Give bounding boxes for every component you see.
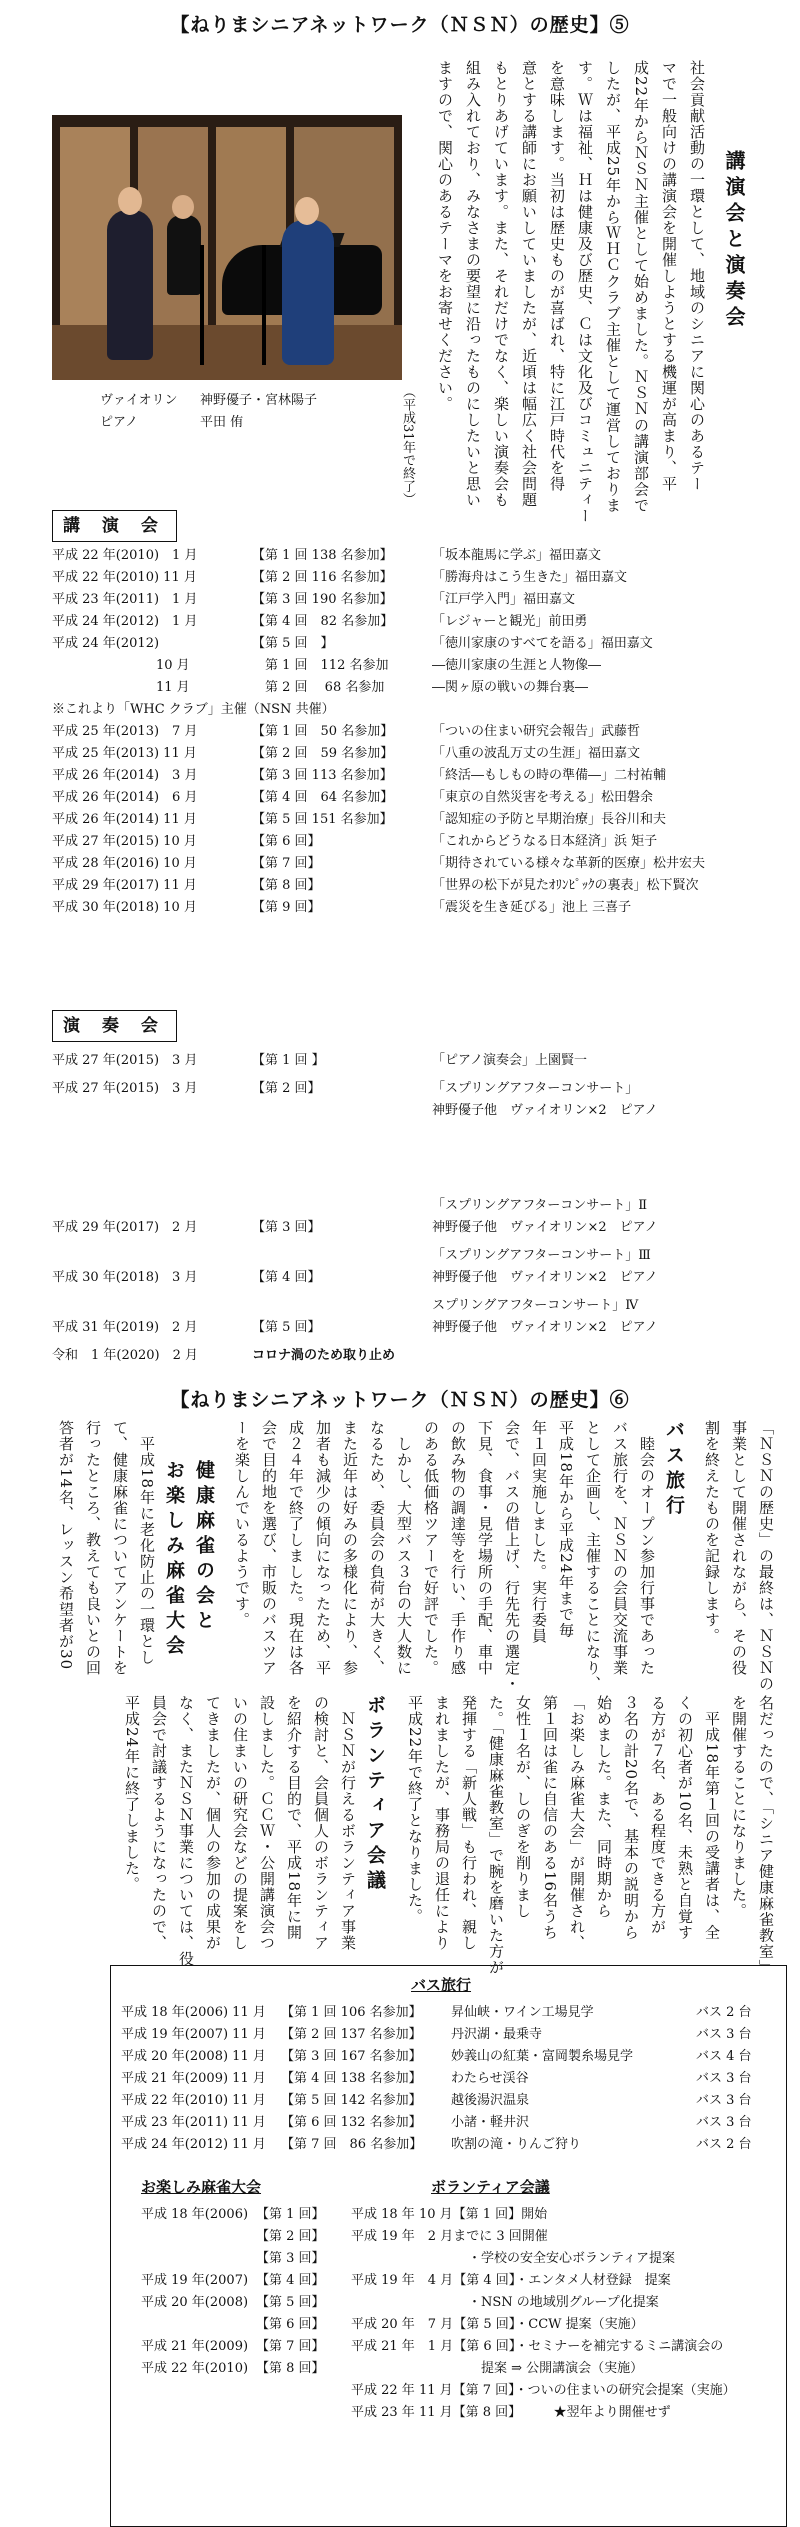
mahjong-num: 【第 7 回】 bbox=[256, 2339, 325, 2354]
text-column: 始めました。また、同時期から bbox=[595, 1695, 613, 1919]
volunteer-row bbox=[351, 2204, 781, 2226]
text-column: を紹介する目的で、平成18年に開 bbox=[285, 1695, 303, 1941]
bus-num: 【第 7 回 86 名参加】 bbox=[281, 2137, 423, 2152]
section6-body bbox=[57, 1420, 780, 1976]
lecture-num: 【第 6 回】 bbox=[252, 834, 321, 849]
bus-date: 平成 24 年(2012) 11 月 bbox=[121, 2137, 266, 2152]
lecture-row bbox=[52, 787, 782, 809]
lecture-date: 平成 23 年(2011) 1 月 bbox=[52, 592, 198, 607]
bus-buses: バス 4 台 bbox=[696, 2049, 752, 2064]
lecture-title: ―関ヶ原の戦いの舞台裏― bbox=[432, 680, 589, 695]
mahjong-date: 平成 18 年(2006) bbox=[141, 2207, 249, 2222]
lecture-row bbox=[52, 589, 782, 611]
lecture-title: 「坂本龍馬に学ぶ」福田嘉文 bbox=[432, 548, 602, 563]
lecture-row bbox=[52, 875, 782, 897]
lecture-row bbox=[52, 699, 782, 721]
text-column: 平成18年から平成24年まで毎 bbox=[557, 1420, 575, 1639]
text-column: 発揮する「新人戦」も行われ、親し bbox=[460, 1695, 478, 1951]
lecture-row bbox=[52, 567, 782, 589]
text-column: 平成18年第１回の受講者は、全 bbox=[703, 1695, 721, 1941]
lecture-title: 「期待されている様々な革新的医療」松井宏夫 bbox=[432, 856, 706, 871]
lecture-date: 平成 28 年(2016) 10 月 bbox=[52, 856, 197, 871]
concert-row-cancelled: 令和 1 年(2020) 2 月 コロナ渦のため取り止め bbox=[52, 1348, 396, 1363]
lecture-num: 【第 9 回】 bbox=[252, 900, 321, 915]
text-column: 平成18年に老化防止の一環とし bbox=[138, 1420, 156, 1666]
text-column: 事業として開催されながら、その役 bbox=[730, 1420, 748, 1676]
lecture-title: 「八重の波乱万丈の生涯」福田嘉文 bbox=[432, 746, 641, 761]
mahjong-row bbox=[141, 2314, 361, 2336]
lecture-date: 平成 24 年(2012) 1 月 bbox=[52, 614, 198, 629]
lecture-title: 「徳川家康のすべてを語る」福田嘉文 bbox=[432, 636, 653, 651]
bus-row bbox=[121, 2134, 781, 2156]
section5-body: 社会貢献活動の一環として、地域のシニアに関心のあるテー マで一般向けの講演会を開催しようとする機運が高まり、平 成22年からＮＳＮ主催として始めました。ＮＳＮの講演部会で したが、平成25年からＷＨＣクラブ主催として運営しておりま す。Ｗは福祉、Ｈは健康及び歴史、Ｃは文化及びコミュニティー を意味します。当初は歴史ものが喜ばれ、特に江戸時代を得 意とする講師にお願いしていましたが、近頃は幅広く社会問題 もとりあげています。また、それだけでなく、楽しい演奏会も 組み入れており、みなさまの要望に沿ったものにしたいと思い ますので、関心のあるテーマをお寄せください。 bbox=[436, 60, 706, 524]
volunteer-row bbox=[351, 2380, 781, 2402]
lecture-num: 【第 4 回 64 名参加】 bbox=[252, 790, 394, 805]
lecture-title: 「勝海舟はこう生きた」福田嘉文 bbox=[432, 570, 628, 585]
lecture-date: 11 月 bbox=[52, 680, 190, 695]
lecture-row bbox=[52, 633, 782, 655]
concert-photo bbox=[52, 115, 402, 380]
bus-dest: わたらせ渓谷 bbox=[451, 2071, 529, 2086]
lecture-date: 10 月 bbox=[52, 658, 190, 673]
lectures-label: 講 演 会 bbox=[52, 510, 177, 542]
text-column: 年１回実施しました。実行委員 bbox=[530, 1420, 548, 1644]
lecture-row bbox=[52, 831, 782, 853]
column-heading: ボランティア会議 bbox=[364, 1695, 386, 1895]
bus-dest: 丹沢湖・最乗寺 bbox=[451, 2027, 543, 2042]
text-column: を開催することになりました。 bbox=[730, 1695, 748, 1919]
volunteer-title: ボランティア会議 bbox=[431, 2178, 550, 2196]
volunteer-row bbox=[351, 2292, 781, 2314]
mahjong-num: 【第 6 回】 bbox=[256, 2317, 325, 2332]
mahjong-num: 【第 3 回】 bbox=[256, 2251, 325, 2266]
end-note: （平成31年で終了） bbox=[400, 385, 415, 506]
mahjong-row bbox=[141, 2292, 361, 2314]
lecture-row bbox=[52, 655, 782, 677]
lecture-date: 平成 29 年(2017) 11 月 bbox=[52, 878, 197, 893]
bus-dest: 越後湯沢温泉 bbox=[451, 2093, 530, 2108]
bus-num: 【第 1 回 106 名参加】 bbox=[281, 2005, 422, 2020]
bus-dest: 昇仙峡・ワイン工場見学 bbox=[451, 2005, 594, 2020]
text-column: る方が７名、ある程度できる方が bbox=[649, 1695, 667, 1935]
lecture-row bbox=[52, 765, 782, 787]
volunteer-row bbox=[351, 2270, 781, 2292]
lecture-num: 【第 3 回 190 名参加】 bbox=[252, 592, 393, 607]
lecture-row bbox=[52, 897, 782, 919]
text-column: 第１回は雀に自信のある16名うち bbox=[541, 1695, 559, 1941]
lecture-title: 「震災を生き延びる」池上 三喜子 bbox=[432, 900, 632, 915]
bus-num: 【第 2 回 137 名参加】 bbox=[281, 2027, 422, 2042]
text-column: また近年は好みの多様化により、参 bbox=[341, 1420, 359, 1676]
text-column: 成２４年で終了しました。現在は各 bbox=[287, 1420, 305, 1676]
bus-row bbox=[121, 2046, 781, 2068]
text-column: 会で、バスの借上げ、行先先の選定・ bbox=[503, 1420, 521, 1692]
bus-list bbox=[121, 2002, 781, 2156]
concert-row: 平成 29 年(2017) 2 月 【第 3 回】 神野優子他 ヴァイオリン×2 ピアノ bbox=[52, 1220, 658, 1235]
text-column: の検討と、会員個人のボランティア bbox=[312, 1695, 330, 1951]
mahjong-date: 平成 22 年(2010) bbox=[141, 2361, 249, 2376]
text-column: 員会で討議するようになったので、 bbox=[150, 1695, 168, 1951]
concerts-label: 演 奏 会 bbox=[52, 1010, 177, 1042]
text-column: て、健康麻雀についてアンケートを bbox=[111, 1420, 129, 1676]
photo-caption: ヴァイオリン 神野優子・宮林陽子 ピアノ 平田 侑 bbox=[100, 393, 318, 430]
bus-num: 【第 4 回 138 名参加】 bbox=[281, 2071, 422, 2086]
concert-row: 平成 30 年(2018) 3 月 【第 4 回】 神野優子他 ヴァイオリン×2 ピアノ bbox=[52, 1270, 658, 1285]
volunteer-row bbox=[351, 2402, 781, 2424]
lecture-date: 平成 22 年(2010) 1 月 bbox=[52, 548, 198, 563]
lecture-row bbox=[52, 677, 782, 699]
lecture-date: 平成 25 年(2013) 7 月 bbox=[52, 724, 198, 739]
text-column: として企画し、主催することになり、 bbox=[584, 1420, 602, 1692]
text-column: ３名の計20名で、基本の説明から bbox=[622, 1695, 640, 1941]
concerts-list: 平成 27 年(2015) 3 月 【第 1 回 】 「ピアノ演奏会」上園賢一 平成 27 年(2015) 3 月 【第 2 回】 「スプリングアフターコンサート」 神野優子他 ヴァイオリン×2 ピアノ 「スプリングアフターコンサート」Ⅱ 平成 29 年(2017) 2 月 【第 3 回】 神野優子他 ヴァイオリン×2 ピアノ 「スプリングアフターコンサート」Ⅲ 平成 30 年(2018) 3 月 【第 4 回】 神野優子他 ヴァイオリン×2 ピアノ スプリングアフターコンサート」Ⅳ 平成 31 年(2019) 2 月 【第 5 回】 神野優子他 ヴァイオリン×2 ピアノ bbox=[52, 1050, 782, 1350]
volunteer-row bbox=[351, 2314, 781, 2336]
lecture-date: 平成 26 年(2014) 11 月 bbox=[52, 812, 197, 827]
bus-num: 【第 3 回 167 名参加】 bbox=[281, 2049, 422, 2064]
bus-num: 【第 6 回 132 名参加】 bbox=[281, 2115, 422, 2130]
bus-buses: バス 3 台 bbox=[696, 2071, 752, 2086]
lectures-list bbox=[52, 545, 782, 919]
lecture-num: 第 1 回 112 名参加 bbox=[252, 658, 389, 673]
text-column: しかし、大型バス３台の大人数に bbox=[395, 1420, 413, 1676]
text-column: 設しました。ＣＣＷ・公開講演会つ bbox=[258, 1695, 276, 1951]
lecture-date: 平成 22 年(2010) 11 月 bbox=[52, 570, 197, 585]
volunteer-list bbox=[351, 2204, 781, 2424]
lecture-num: 【第 3 回 113 名参加】 bbox=[252, 768, 393, 783]
lecture-num: 【第 7 回】 bbox=[252, 856, 321, 871]
concert-row: 平成 27 年(2015) 3 月 【第 1 回 】 「ピアノ演奏会」上園賢一 bbox=[52, 1053, 587, 1068]
text-column: てきましたが、個人の参加の成果が bbox=[204, 1695, 222, 1951]
text-column: 加者も減少の傾向になったため、平 bbox=[314, 1420, 332, 1676]
lecture-num: 第 2 回 68 名参加 bbox=[252, 680, 385, 695]
bus-date: 平成 22 年(2010) 11 月 bbox=[121, 2093, 266, 2108]
volunteer-row bbox=[351, 2358, 781, 2380]
lecture-row bbox=[52, 743, 782, 765]
volunteer-row bbox=[351, 2226, 781, 2248]
bus-buses: バス 2 台 bbox=[696, 2005, 752, 2020]
text-column: くの初心者が10名、未熟と自覚す bbox=[676, 1695, 694, 1941]
concert-row: 平成 31 年(2019) 2 月 【第 5 回】 神野優子他 ヴァイオリン×2 ピアノ bbox=[52, 1320, 658, 1335]
lecture-title: 「認知症の予防と早期治療」長谷川和夫 bbox=[432, 812, 667, 827]
bus-row bbox=[121, 2002, 781, 2024]
bus-date: 平成 23 年(2011) 11 月 bbox=[121, 2115, 266, 2130]
mahjong-title: お楽しみ麻雀大会 bbox=[141, 2178, 262, 2196]
text-column: なるため、委員会の負荷が大きく、 bbox=[368, 1420, 386, 1676]
volunteer-text: 平成 21 年 1 月【第 6 回】・セミナーを補完するミニ講演会の bbox=[351, 2339, 724, 2354]
bus-date: 平成 19 年(2007) 11 月 bbox=[121, 2027, 266, 2042]
lecture-title: 「これからどうなる日本経済」浜 矩子 bbox=[432, 834, 658, 849]
volunteer-text: ・NSN の地域別グループ化提案 bbox=[351, 2295, 659, 2310]
lecture-row bbox=[52, 545, 782, 567]
text-column: ーを楽しんでいるようです。 bbox=[233, 1420, 251, 1628]
text-column: 「お楽しみ麻雀大会」が開催され、 bbox=[568, 1695, 586, 1951]
volunteer-text: 平成 22 年 11 月【第 7 回】・ついの住まいの研究会提案（実施） bbox=[351, 2383, 736, 2398]
summary-box bbox=[110, 1965, 787, 2527]
bus-dest: 吹割の滝・りんご狩り bbox=[451, 2137, 582, 2152]
lecture-num: 【第 5 回 151 名参加】 bbox=[252, 812, 393, 827]
lecture-title: 「レジャーと観光」前田勇 bbox=[432, 614, 588, 629]
bus-row bbox=[121, 2090, 781, 2112]
lecture-date: 平成 30 年(2018) 10 月 bbox=[52, 900, 197, 915]
text-column: 「ＮＳＮの歴史」の最終は、ＮＳＮの bbox=[757, 1420, 775, 1692]
volunteer-text: 平成 19 年 2 月までに 3 回開催 bbox=[351, 2229, 548, 2244]
lecture-date: 平成 26 年(2014) 6 月 bbox=[52, 790, 198, 805]
volunteer-text: 平成 20 年 7 月【第 5 回】・CCW 提案（実施） bbox=[351, 2317, 644, 2332]
bus-date: 平成 20 年(2008) 11 月 bbox=[121, 2049, 266, 2064]
text-column: まれましたが、事務局の退任により bbox=[433, 1695, 451, 1951]
mahjong-row bbox=[141, 2336, 361, 2358]
column-heading: バス旅行 bbox=[663, 1420, 685, 1520]
text-column: バス旅行を、ＮＳＮの会員交流事業 bbox=[611, 1420, 629, 1676]
mahjong-num: 【第 8 回】 bbox=[256, 2361, 325, 2376]
mahjong-date: 平成 20 年(2008) bbox=[141, 2295, 249, 2310]
text-column: 女性１名が、しのぎを削りまし bbox=[514, 1695, 532, 1919]
volunteer-row bbox=[351, 2336, 781, 2358]
bus-title: バス旅行 bbox=[411, 1976, 472, 1994]
volunteer-text: 平成 18 年 10 月【第 1 回】開始 bbox=[351, 2207, 548, 2222]
text-column: 睦会のオープン参加行事であった bbox=[638, 1420, 656, 1676]
lecture-date: ※これより「WHC クラブ」主催（NSN 共催） bbox=[52, 702, 335, 717]
text-column: いの住まいの研究会などの提案をし bbox=[231, 1695, 249, 1951]
bus-row bbox=[121, 2068, 781, 2090]
lecture-date: 平成 26 年(2014) 3 月 bbox=[52, 768, 198, 783]
section5-title: 【ねりまシニアネットワーク（ＮＳＮ）の歴史】⑤ bbox=[170, 14, 630, 36]
lecture-date: 平成 25 年(2013) 11 月 bbox=[52, 746, 197, 761]
mahjong-date: 平成 21 年(2009) bbox=[141, 2339, 249, 2354]
lecture-num: 【第 1 回 50 名参加】 bbox=[252, 724, 394, 739]
text-column: 下見、食事・見学場所の手配、車中 bbox=[476, 1420, 494, 1676]
bus-buses: バス 3 台 bbox=[696, 2115, 752, 2130]
volunteer-row bbox=[351, 2248, 781, 2270]
text-column: 平成24年に終了しました。 bbox=[123, 1695, 141, 1893]
bus-row bbox=[121, 2024, 781, 2046]
bus-num: 【第 5 回 142 名参加】 bbox=[281, 2093, 422, 2108]
bus-date: 平成 21 年(2009) 11 月 bbox=[121, 2071, 266, 2086]
volunteer-text: 提案 ⇒ 公開講演会（実施） bbox=[351, 2361, 644, 2376]
lecture-title: ―徳川家康の生涯と人物像― bbox=[432, 658, 602, 673]
lecture-row bbox=[52, 853, 782, 875]
bus-dest: 妙義山の紅葉・富岡製糸場見学 bbox=[451, 2049, 634, 2064]
lecture-num: 【第 5 回 】 bbox=[252, 636, 334, 651]
text-column: なく、またＮＳＮ事業については、役 bbox=[177, 1695, 195, 1967]
lecture-date: 平成 27 年(2015) 10 月 bbox=[52, 834, 197, 849]
mahjong-num: 【第 2 回】 bbox=[256, 2229, 325, 2244]
text-column: ＮＳＮが行えるボランティア事業 bbox=[339, 1695, 357, 1951]
lecture-title: 「江戸学入門」福田嘉文 bbox=[432, 592, 576, 607]
lecture-title: 「ついの住まい研究会報告」武藤哲 bbox=[432, 724, 641, 739]
mahjong-row bbox=[141, 2358, 361, 2380]
volunteer-text: 平成 23 年 11 月【第 8 回】 ★翌年より開催せず bbox=[351, 2405, 671, 2420]
lecture-num: 【第 8 回】 bbox=[252, 878, 321, 893]
mahjong-num: 【第 1 回】 bbox=[256, 2207, 325, 2222]
bus-date: 平成 18 年(2006) 11 月 bbox=[121, 2005, 266, 2020]
volunteer-text: ・学校の安全安心ボランティア提案 bbox=[351, 2251, 675, 2266]
mahjong-num: 【第 5 回】 bbox=[256, 2295, 325, 2310]
lecture-num: 【第 2 回 59 名参加】 bbox=[252, 746, 394, 761]
bus-buses: バス 2 台 bbox=[696, 2137, 752, 2152]
text-column: 答者が14名、レッスン希望者が30 bbox=[57, 1420, 75, 1671]
column-heading: お楽しみ麻雀大会 bbox=[163, 1460, 185, 1660]
mahjong-num: 【第 4 回】 bbox=[256, 2273, 325, 2288]
text-column: 名だったので、「シニア健康麻雀教室」 bbox=[757, 1695, 775, 1976]
text-column: の飲み物の調達等を行い、手作り感 bbox=[449, 1420, 467, 1676]
text-column: 割を終えたものを記録します。 bbox=[703, 1420, 721, 1644]
mahjong-date: 平成 19 年(2007) bbox=[141, 2273, 249, 2288]
section5-heading: 講演会と演奏会 bbox=[722, 150, 746, 332]
lecture-num: 【第 4 回 82 名参加】 bbox=[252, 614, 394, 629]
lecture-title: 「東京の自然災害を考える」松田磐余 bbox=[432, 790, 654, 805]
text-column: た。「健康麻雀教室」で腕を磨いた方が bbox=[487, 1695, 505, 1976]
mahjong-row bbox=[141, 2226, 361, 2248]
text-column: 行ったところ、教えても良いとの回 bbox=[84, 1420, 102, 1676]
mahjong-row bbox=[141, 2204, 361, 2226]
lecture-title: 「世界の松下が見たｵﾘﾝﾋﾟｯｸの裏表」松下賢次 bbox=[432, 878, 699, 893]
section6-title: 【ねりまシニアネットワーク（ＮＳＮ）の歴史】⑥ bbox=[170, 1389, 630, 1411]
lecture-num: 【第 1 回 138 名参加】 bbox=[252, 548, 393, 563]
bus-buses: バス 3 台 bbox=[696, 2093, 752, 2108]
lecture-date: 平成 24 年(2012) bbox=[52, 636, 160, 651]
lecture-row bbox=[52, 611, 782, 633]
column-heading: 健康麻雀の会と bbox=[193, 1460, 215, 1635]
text-column: のある低価格ツアーで好評でした。 bbox=[422, 1420, 440, 1676]
mahjong-row bbox=[141, 2270, 361, 2292]
lecture-num: 【第 2 回 116 名参加】 bbox=[252, 570, 393, 585]
lecture-row bbox=[52, 721, 782, 743]
bus-dest: 小諸・軽井沢 bbox=[451, 2115, 530, 2130]
mahjong-row bbox=[141, 2248, 361, 2270]
volunteer-text: 平成 19 年 4 月【第 4 回】・エンタメ人材登録 提案 bbox=[351, 2273, 671, 2288]
lecture-title: 「終活―もしもの時の準備―」二村祐輔 bbox=[432, 768, 667, 783]
text-column: 平成22年で終了となりました。 bbox=[406, 1695, 424, 1925]
bus-row bbox=[121, 2112, 781, 2134]
concert-row: 平成 27 年(2015) 3 月 【第 2 回】 「スプリングアフターコンサート」 bbox=[52, 1081, 639, 1096]
mahjong-list bbox=[141, 2204, 361, 2380]
bus-buses: バス 3 台 bbox=[696, 2027, 752, 2042]
text-column: 会で目的地を選び、市販のバスツア bbox=[260, 1420, 278, 1676]
lecture-row bbox=[52, 809, 782, 831]
